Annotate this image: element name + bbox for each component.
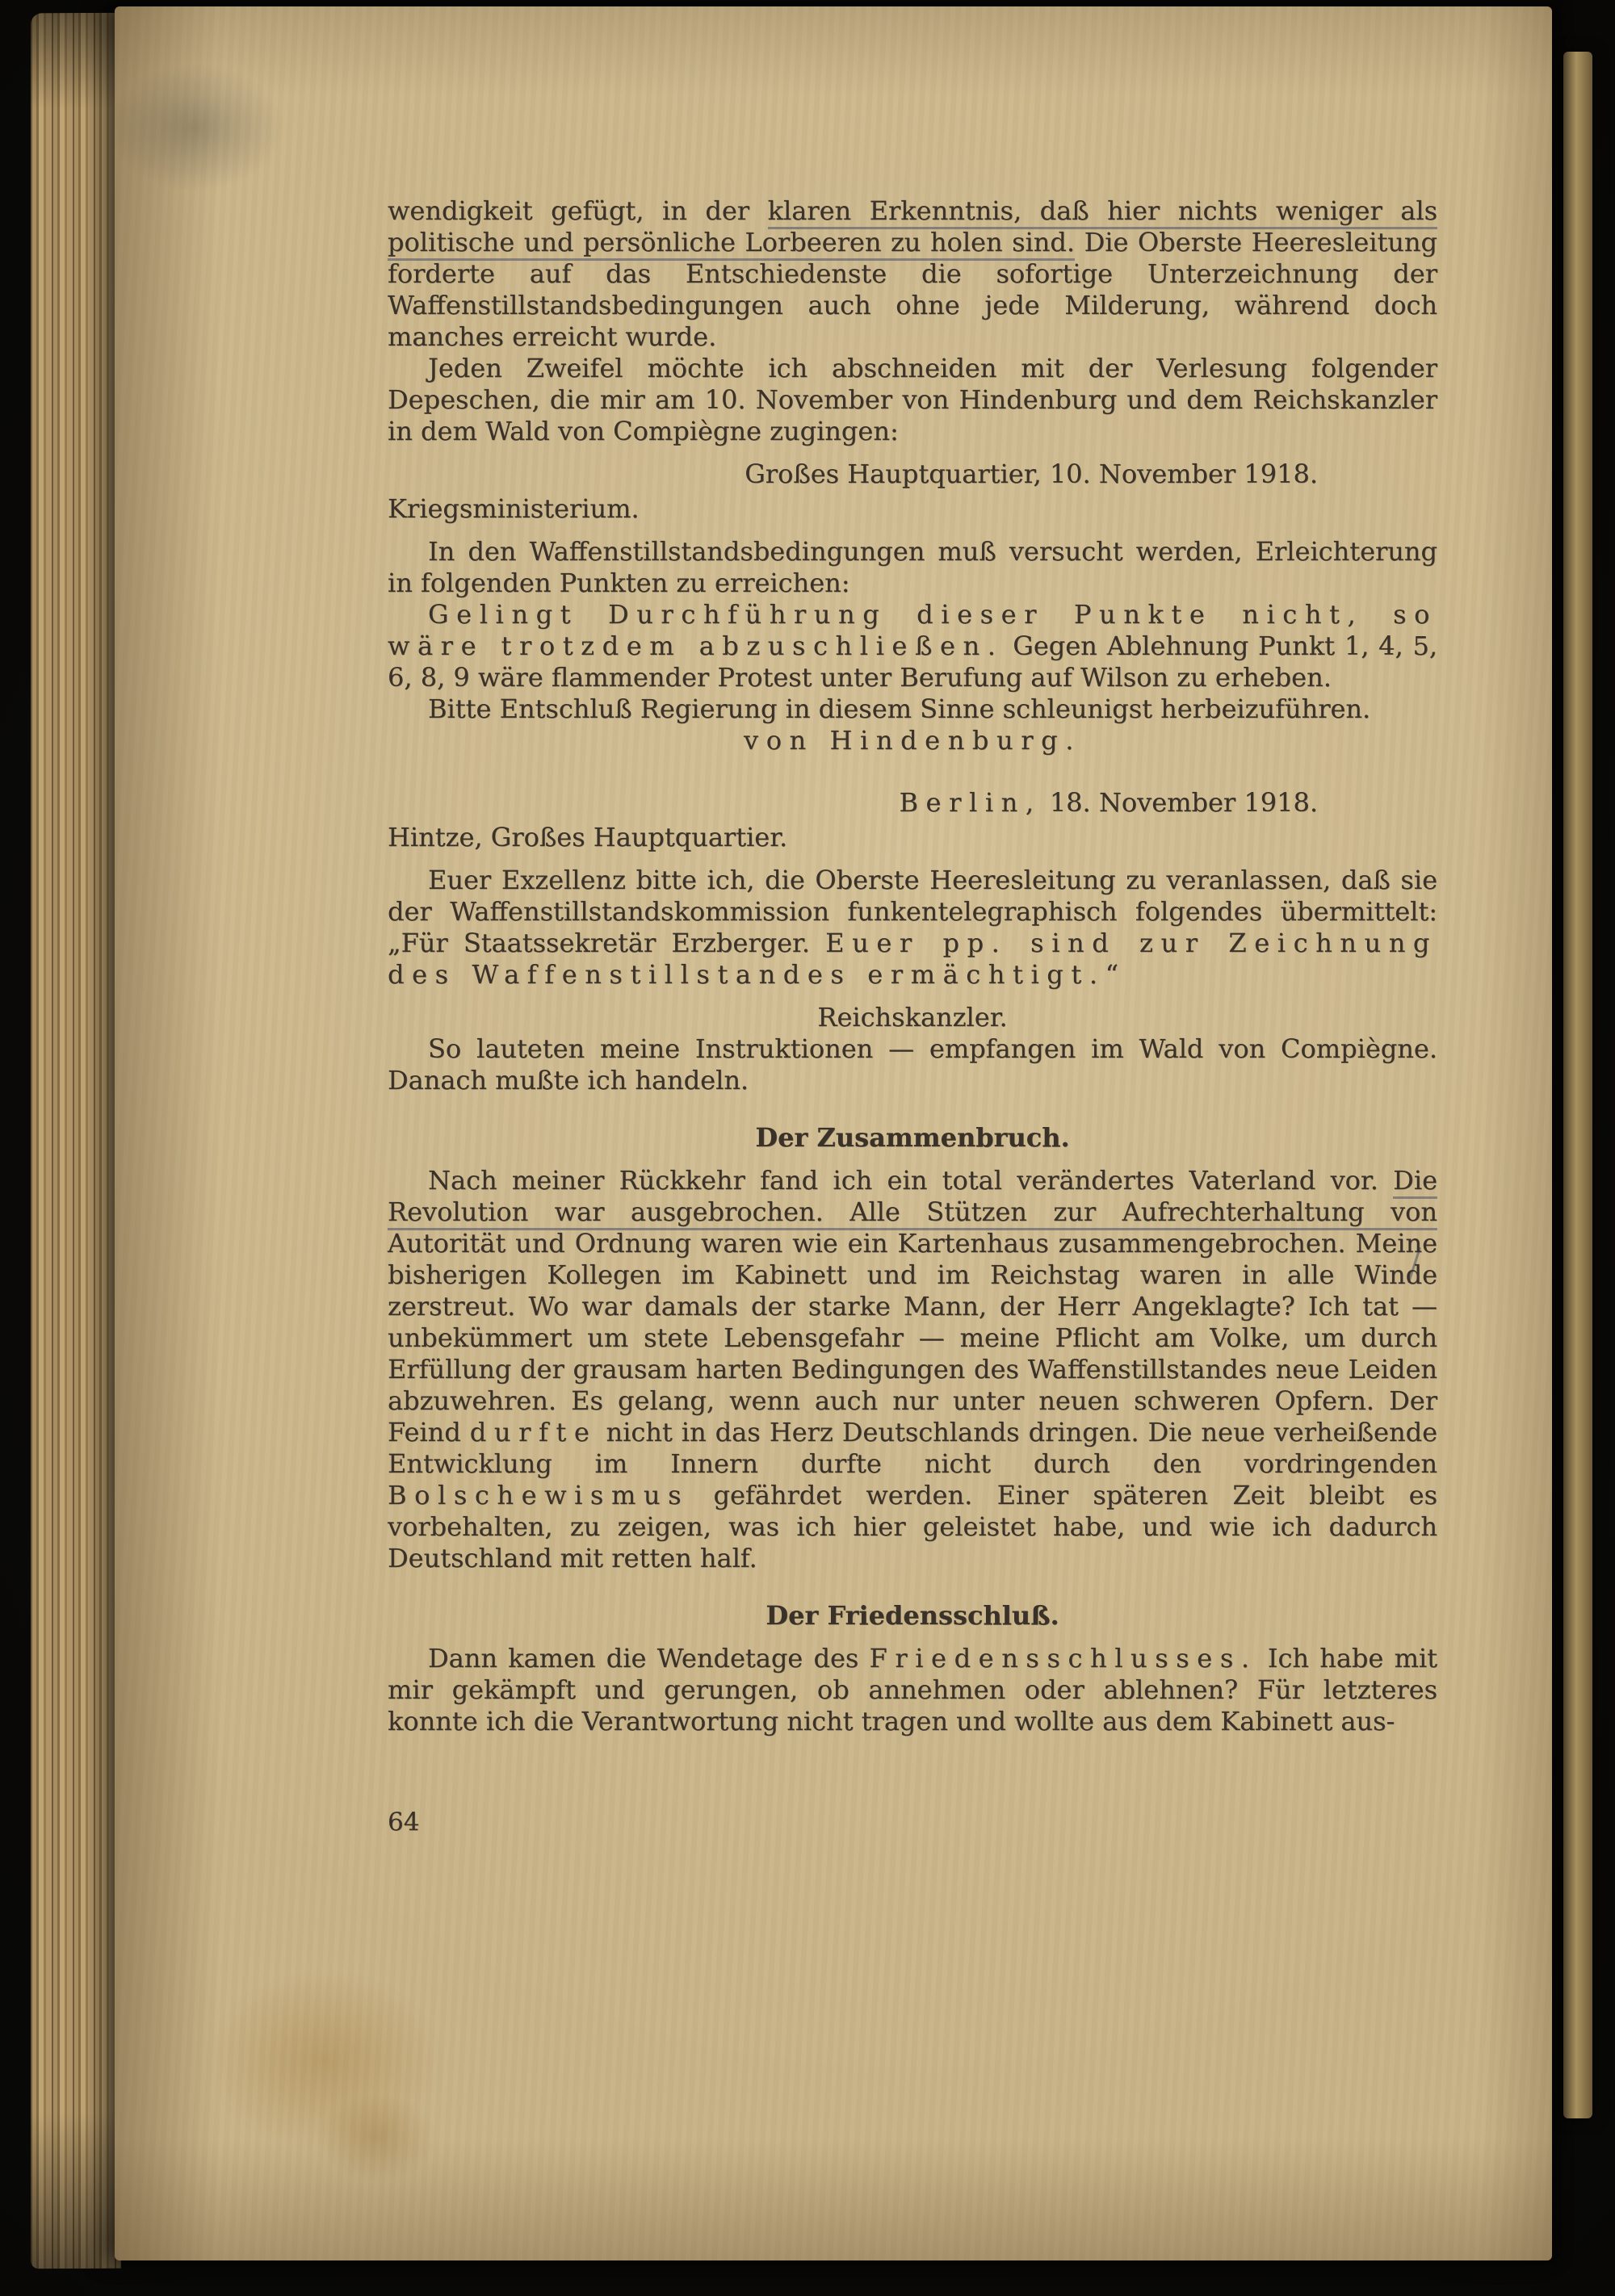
paragraph xyxy=(388,353,1437,447)
letterspaced-text: Berlin, xyxy=(899,787,1042,818)
text-segment: Jeden Zweifel möchte ich abschneiden mit der Verlesung folgender Depeschen, die mir am 10. November von Hindenburg und dem Reichskanzler in dem Wald von Compiègne zugingen: xyxy=(388,353,1437,446)
paragraph xyxy=(388,536,1437,599)
centered-line xyxy=(388,725,1437,756)
letterspaced-text: von Hindenburg. xyxy=(744,725,1081,756)
letterspaced-text: Friedensschlusses. xyxy=(869,1643,1257,1674)
text-segment: Autorität und Ordnung waren wie ein Kartenhaus zusammengebrochen. Meine bisherigen Kollegen im Kabinett und im Reichstag waren in alle Winde zerstreut. Wo war damals der starke Mann, der Herr Angeklagte? Ich tat — unbekümmert um stete Lebensgefahr — meine Pflicht am Volke, um durch Erfüllung der grausam harten Bedingungen des Waffenstillstandes neue Leiden abzuwehren. Es gelang, wenn auch nur unter neuen schweren Opfern. Der Feind xyxy=(388,1228,1437,1448)
centered-line xyxy=(388,1002,1437,1033)
dateline xyxy=(388,459,1437,490)
text-segment: Dann kamen die Wendetage des xyxy=(428,1643,870,1674)
section-heading xyxy=(388,1122,1437,1154)
text-segment: Kriegsministerium. xyxy=(388,493,640,524)
underlined-text: Die Revolution war ausgebrochen. Alle Stützen zur Aufrechterhaltung von xyxy=(388,1165,1437,1230)
letterspaced-text: Gelingt Durchführung dieser Punkte nicht, so wäre trotzdem abzuschließen. xyxy=(388,599,1437,661)
section-heading xyxy=(388,1600,1437,1632)
book-page-edges xyxy=(31,13,121,2269)
text-segment: Hintze, Großes Hauptquartier. xyxy=(388,822,788,853)
text-segment: gefährdet werden. Einer späteren Zeit bleibt es vorbehalten, zu zeigen, was ich hier geleistet habe, und wie ich dadurch Deutschland mit retten half. xyxy=(388,1480,1437,1573)
text-segment: Die Oberste Heeresleitung forderte auf das Entschiedenste die sofortige Unterzeichnung der Waffenstillstandsbedingungen auch ohne jede Milderung, während doch manches erreicht wurde. xyxy=(388,227,1438,352)
paragraph xyxy=(388,1033,1437,1096)
smudge-stain xyxy=(107,63,284,192)
text-segment: Bitte Entschluß Regierung in diesem Sinne schleunigst herbeizuführen. xyxy=(428,693,1371,724)
text-segment: Reichskanzler. xyxy=(817,1002,1008,1033)
text-segment: nicht in das Herz Deutschlands dringen. Die neue verheißende Entwicklung im Innern durfte nicht durch den vordringenden xyxy=(388,1417,1438,1479)
page-number: 64 xyxy=(388,1808,420,1837)
paragraph xyxy=(388,1165,1437,1574)
dateline xyxy=(388,787,1437,819)
book-page xyxy=(115,6,1552,2260)
paper-stain xyxy=(203,1968,446,2154)
underlined-text: klaren Erkenntnis, daß hier nichts weniger als politische und persönliche Lorbeeren zu holen sind. xyxy=(388,195,1437,261)
paragraph xyxy=(388,1643,1437,1737)
text-segment: Euer Exzellenz bitte ich, die Oberste Heeresleitung zu veranlassen, daß sie der Waffenstillstandskommission funkentelegraphisch folgendes übermittelt: „Für Staatssekretär Erzberger. xyxy=(388,865,1437,958)
text-segment: Gegen Ablehnung Punkt 1, 4, 5, 6, 8, 9 wäre flammender Protest unter Berufung auf Wilson zu erheben. xyxy=(388,631,1437,693)
text-segment: Der Friedensschluß. xyxy=(766,1600,1059,1631)
continuation-paragraph xyxy=(388,195,1437,353)
text-segment: Großes Hauptquartier, 10. November 1918. xyxy=(745,459,1318,489)
text-segment: 18. November 1918. xyxy=(1041,787,1318,818)
text-segment: wendigkeit gefügt, in der xyxy=(388,195,768,226)
paper-stain xyxy=(317,2093,438,2182)
text-segment: Nach meiner Rückkehr fand ich ein total verändertes Vaterland vor. xyxy=(428,1165,1394,1196)
text-segment: In den Waffenstillstandsbedingungen muß versucht werden, Erleichterung in folgenden Punkten zu erreichen: xyxy=(388,536,1437,598)
continuation-paragraph xyxy=(388,493,1437,525)
text-segment: Ich habe mit mir gekämpft und gerungen, ob annehmen oder ablehnen? Für letzteres konnte ich die Verantwortung nicht tragen und wollte aus dem Kabinett aus- xyxy=(388,1643,1437,1737)
text-segment: So lauteten meine Instruktionen — empfangen im Wald von Compiègne. Danach mußte ich handeln. xyxy=(388,1033,1437,1096)
next-page-edge xyxy=(1563,52,1592,2118)
paragraph xyxy=(388,599,1437,693)
paragraph xyxy=(388,693,1437,725)
continuation-paragraph xyxy=(388,822,1437,853)
paragraph xyxy=(388,865,1437,991)
text-column xyxy=(388,195,1437,1838)
letterspaced-text: Bolschewismus xyxy=(388,1480,690,1510)
letterspaced-text: durfte xyxy=(469,1417,598,1448)
letterspaced-text: Euer pp. sind zur Zeichnung des Waffenstillstandes ermächtigt.“ xyxy=(388,928,1438,990)
text-segment: Der Zusammenbruch. xyxy=(755,1122,1070,1153)
